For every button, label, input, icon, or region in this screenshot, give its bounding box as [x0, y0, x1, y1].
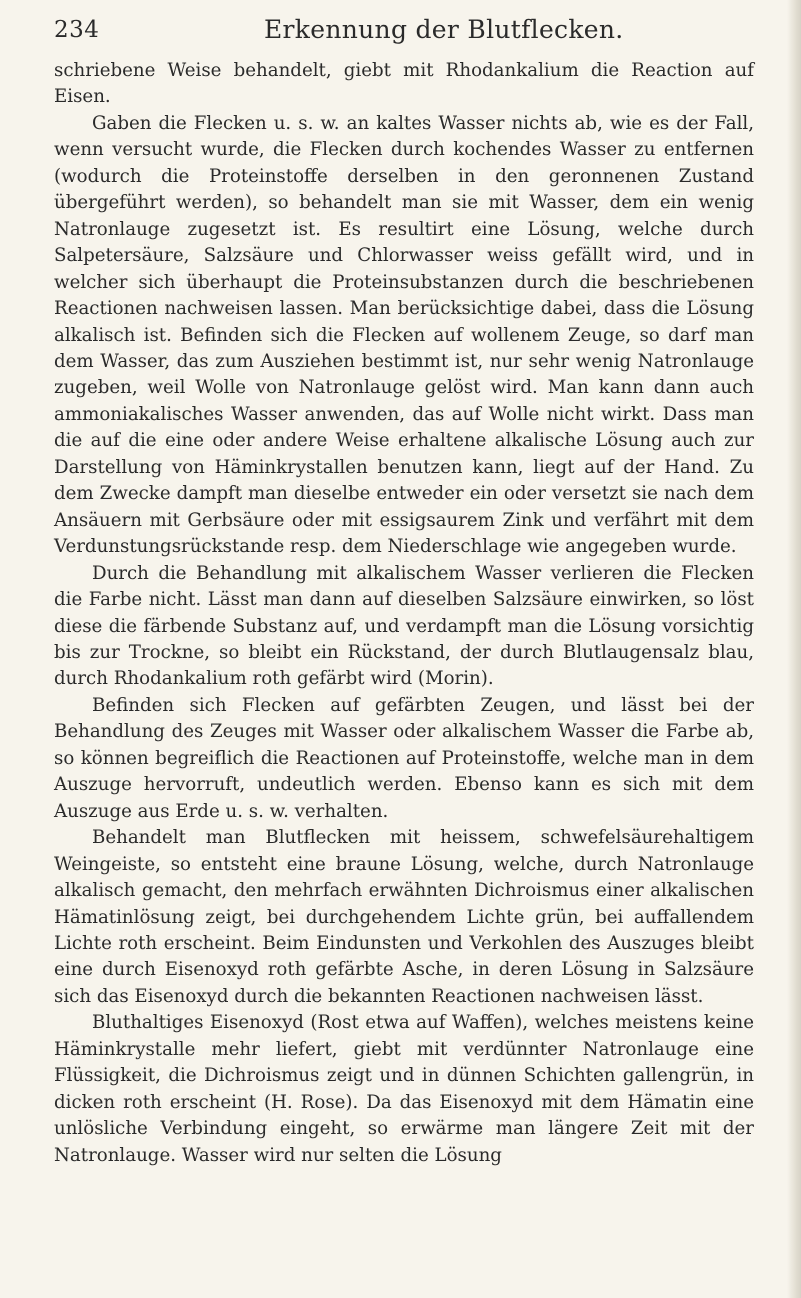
paragraph: Behandelt man Blutflecken mit heissem, schwefelsäurehaltigem Weingeiste, so entsteht eine braune Lösung, welche, durch Natronlauge alkalisch gemacht, den mehrfach erwähnten Dichroismus einer alkalischen Hämatinlösung zeigt, bei durchgehendem Lichte grün, bei auffallendem Lichte roth erscheint. Beim Eindunsten und Verkohlen des Auszuges bleibt eine durch Eisenoxyd roth gefärbte Asche, in deren Lösung in Salzsäure sich das Eisenoxyd durch die bekannten Reactionen nachweisen lässt.: [54, 827, 754, 1007]
paragraph: Bluthaltiges Eisenoxyd (Rost etwa auf Waffen), welches meistens keine Häminkrystalle mehr liefert, giebt mit verdünnter Natronlauge eine Flüssigkeit, die Dichroismus zeigt und in dünnen Schichten gallengrün, in dicken roth erscheint (H. Rose). Da das Eisenoxyd mit dem Hämatin eine unlösliche Verbindung eingeht, so erwärme man längere Zeit mit der Natronlauge. Wasser wird nur selten die Lösung: [54, 1012, 754, 1166]
body-text: [54, 58, 754, 1169]
paragraph-continued: schriebene Weise behandelt, giebt mit Rhodankalium die Reaction auf Eisen.: [54, 60, 754, 108]
paragraph: Befinden sich Flecken auf gefärbten Zeugen, und lässt bei der Behandlung des Zeuges mit Wasser oder alkalischem Wasser die Farbe ab, so können begreiflich die Reactionen auf Proteinstoffe, welche man in dem Auszuge hervorruft, undeutlich werden. Ebenso kann es sich mit dem Auszuge aus Erde u. s. w. verhalten.: [54, 694, 754, 822]
paragraph: Durch die Behandlung mit alkalischem Wasser verlieren die Flecken die Farbe nicht. Lässt man dann auf dieselben Salzsäure einwirken, so löst diese die färbende Substanz auf, und verdampft man die Lösung vorsichtig bis zur Trockne, so bleibt ein Rückstand, der durch Blutlaugensalz blau, durch Rhodankalium roth gefärbt wird (Morin).: [54, 562, 754, 690]
running-title: Erkennung der Blutflecken.: [264, 15, 624, 44]
page-edge-shadow: [787, 0, 801, 1298]
running-head: [54, 14, 754, 54]
paragraph: Gaben die Flecken u. s. w. an kaltes Wasser nichts ab, wie es der Fall, wenn versucht wurde, die Flecken durch kochendes Wasser zu entfernen (wodurch die Proteinstoffe derselben in den geronnenen Zustand übergeführt werden), so behandelt man sie mit Wasser, dem ein wenig Natronlauge zugesetzt ist. Es resultirt eine Lösung, welche durch Salpetersäure, Salzsäure und Chlorwasser weiss gefällt wird, und in welcher sich überhaupt die Proteinsubstanzen durch die beschriebenen Reactionen nachweisen lassen. Man berücksichtige dabei, dass die Lösung alkalisch ist. Befinden sich die Flecken auf wollenem Zeuge, so darf man dem Wasser, das zum Ausziehen bestimmt ist, nur sehr wenig Natronlauge zugeben, weil Wolle von Natronlauge gelöst wird. Man kann dann auch ammoniakalisches Wasser anwenden, das auf Wolle nicht wirkt. Dass man die auf die eine oder andere Weise erhaltene alkalische Lösung auch zur Darstellung von Häminkrystallen benutzen kann, liegt auf der Hand. Zu dem Zwecke dampft man dieselbe entweder ein oder versetzt sie nach dem Ansäuern mit Gerbsäure oder mit essigsaurem Zink und verfährt mit dem Verdunstungsrückstande resp. dem Niederschlage wie angegeben wurde.: [54, 112, 754, 558]
page-number: 234: [54, 17, 100, 43]
